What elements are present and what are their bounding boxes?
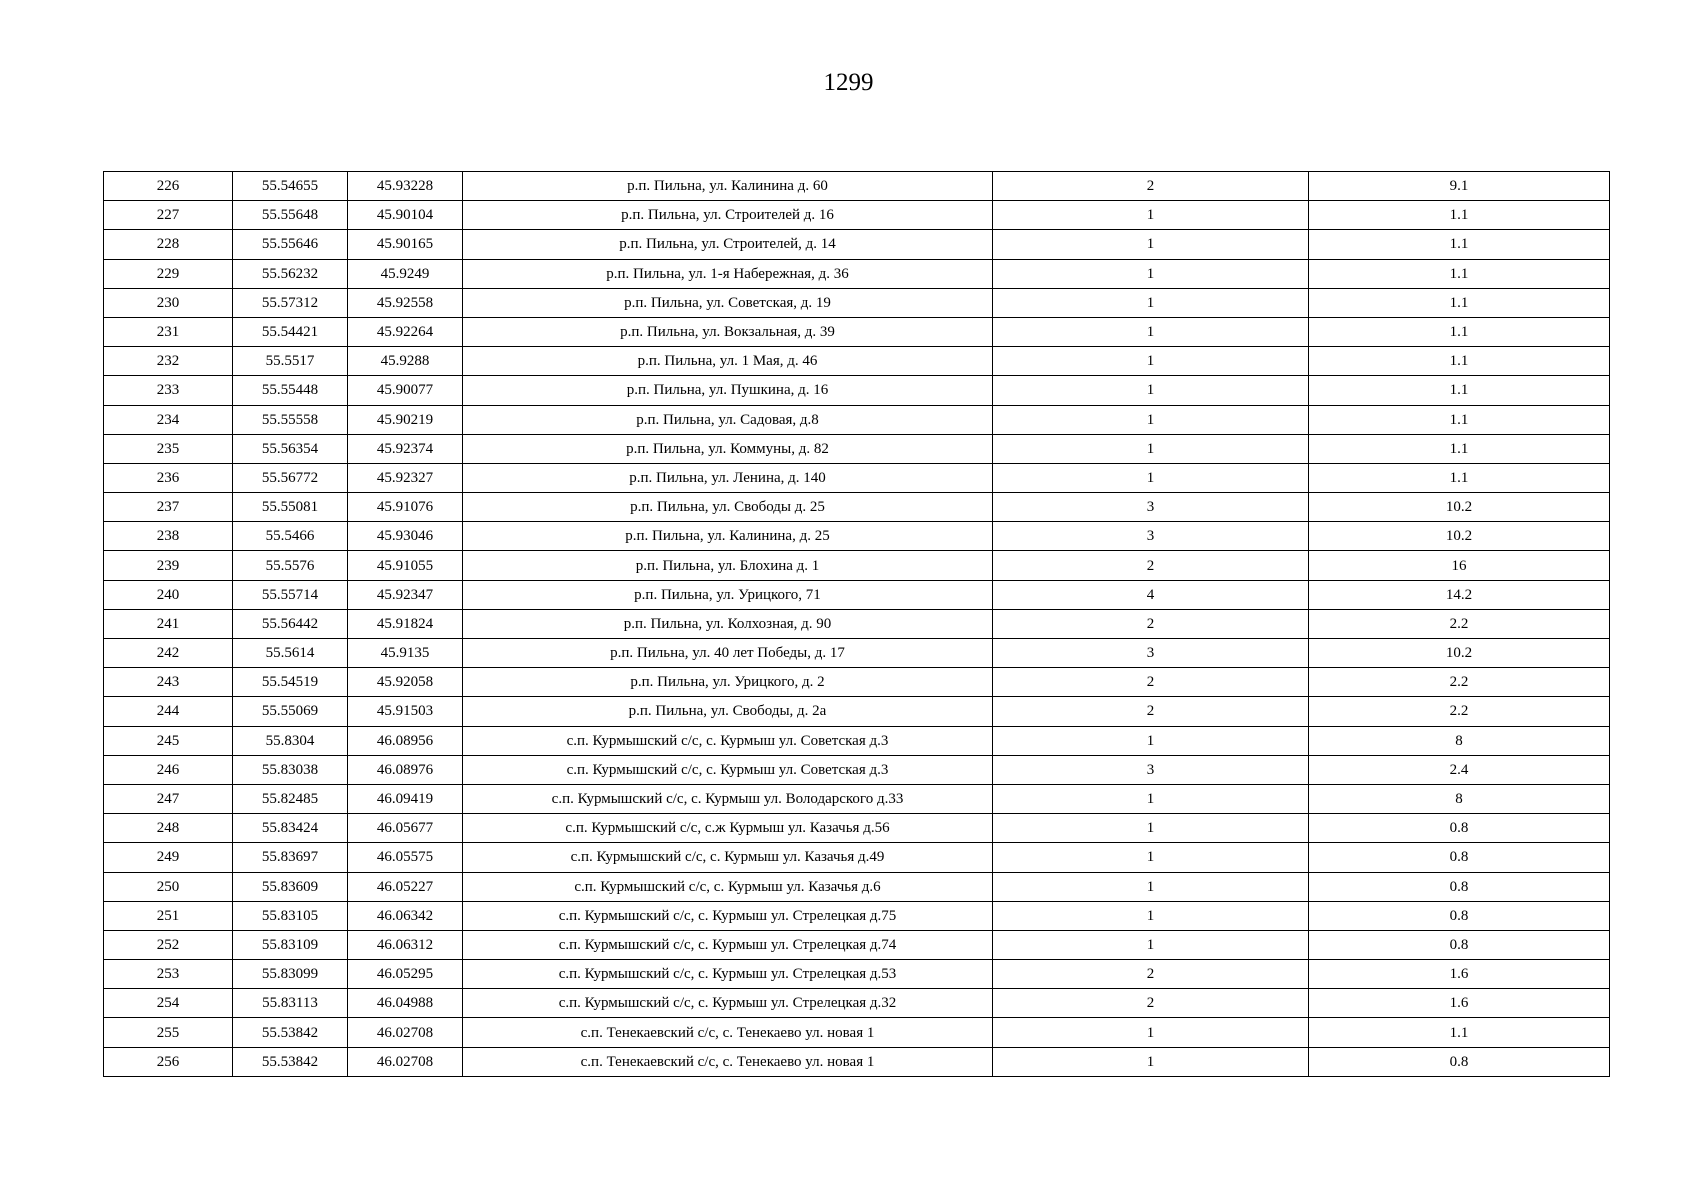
table-row xyxy=(104,434,1610,463)
row-number-cell: 231 xyxy=(104,317,233,346)
address-cell: р.п. Пильна, ул. Урицкого, 71 xyxy=(463,580,993,609)
row-number-cell: 253 xyxy=(104,960,233,989)
table-row xyxy=(104,376,1610,405)
table-row xyxy=(104,493,1610,522)
value-cell: 1.1 xyxy=(1309,288,1610,317)
count-cell: 2 xyxy=(993,989,1309,1018)
latitude-cell: 55.83113 xyxy=(233,989,348,1018)
count-cell: 3 xyxy=(993,755,1309,784)
row-number-cell: 244 xyxy=(104,697,233,726)
row-number-cell: 256 xyxy=(104,1047,233,1076)
table-row xyxy=(104,1047,1610,1076)
value-cell: 0.8 xyxy=(1309,814,1610,843)
table-row xyxy=(104,872,1610,901)
value-cell: 1.1 xyxy=(1309,463,1610,492)
row-number-cell: 246 xyxy=(104,755,233,784)
value-cell: 0.8 xyxy=(1309,901,1610,930)
row-number-cell: 241 xyxy=(104,609,233,638)
latitude-cell: 55.53842 xyxy=(233,1018,348,1047)
row-number-cell: 232 xyxy=(104,347,233,376)
longitude-cell: 45.92264 xyxy=(348,317,463,346)
address-cell: р.п. Пильна, ул. Калинина, д. 25 xyxy=(463,522,993,551)
count-cell: 2 xyxy=(993,551,1309,580)
latitude-cell: 55.83109 xyxy=(233,930,348,959)
row-number-cell: 234 xyxy=(104,405,233,434)
count-cell: 1 xyxy=(993,726,1309,755)
longitude-cell: 45.92374 xyxy=(348,434,463,463)
table-row xyxy=(104,639,1610,668)
count-cell: 1 xyxy=(993,843,1309,872)
table-row xyxy=(104,259,1610,288)
table-row xyxy=(104,172,1610,201)
address-cell: р.п. Пильна, ул. Колхозная, д. 90 xyxy=(463,609,993,638)
table-row xyxy=(104,347,1610,376)
table-row xyxy=(104,668,1610,697)
table-body xyxy=(104,172,1610,1077)
address-cell: р.п. Пильна, ул. Блохина д. 1 xyxy=(463,551,993,580)
latitude-cell: 55.56442 xyxy=(233,609,348,638)
row-number-cell: 237 xyxy=(104,493,233,522)
row-number-cell: 228 xyxy=(104,230,233,259)
latitude-cell: 55.55081 xyxy=(233,493,348,522)
table-row xyxy=(104,405,1610,434)
table-row xyxy=(104,609,1610,638)
value-cell: 1.6 xyxy=(1309,989,1610,1018)
row-number-cell: 236 xyxy=(104,463,233,492)
value-cell: 10.2 xyxy=(1309,639,1610,668)
address-cell: р.п. Пильна, ул. Вокзальная, д. 39 xyxy=(463,317,993,346)
count-cell: 1 xyxy=(993,1047,1309,1076)
table-row xyxy=(104,463,1610,492)
address-cell: с.п. Курмышский с/с, с. Курмыш ул. Стрелецкая д.74 xyxy=(463,930,993,959)
row-number-cell: 250 xyxy=(104,872,233,901)
table-row xyxy=(104,697,1610,726)
value-cell: 1.1 xyxy=(1309,405,1610,434)
count-cell: 1 xyxy=(993,901,1309,930)
count-cell: 1 xyxy=(993,405,1309,434)
latitude-cell: 55.83038 xyxy=(233,755,348,784)
count-cell: 1 xyxy=(993,376,1309,405)
longitude-cell: 45.9288 xyxy=(348,347,463,376)
count-cell: 1 xyxy=(993,930,1309,959)
address-cell: с.п. Тенекаевский с/с, с. Тенекаево ул. новая 1 xyxy=(463,1018,993,1047)
longitude-cell: 45.92558 xyxy=(348,288,463,317)
table-row xyxy=(104,317,1610,346)
address-cell: с.п. Курмышский с/с, с.ж Курмыш ул. Казачья д.56 xyxy=(463,814,993,843)
latitude-cell: 55.5614 xyxy=(233,639,348,668)
value-cell: 0.8 xyxy=(1309,1047,1610,1076)
longitude-cell: 46.08956 xyxy=(348,726,463,755)
row-number-cell: 230 xyxy=(104,288,233,317)
row-number-cell: 239 xyxy=(104,551,233,580)
longitude-cell: 46.06312 xyxy=(348,930,463,959)
value-cell: 14.2 xyxy=(1309,580,1610,609)
latitude-cell: 55.83105 xyxy=(233,901,348,930)
latitude-cell: 55.5466 xyxy=(233,522,348,551)
address-cell: р.п. Пильна, ул. Коммуны, д. 82 xyxy=(463,434,993,463)
value-cell: 1.1 xyxy=(1309,347,1610,376)
row-number-cell: 247 xyxy=(104,784,233,813)
count-cell: 3 xyxy=(993,639,1309,668)
latitude-cell: 55.5517 xyxy=(233,347,348,376)
address-cell: р.п. Пильна, ул. 40 лет Победы, д. 17 xyxy=(463,639,993,668)
table-row xyxy=(104,1018,1610,1047)
longitude-cell: 45.93046 xyxy=(348,522,463,551)
longitude-cell: 45.92058 xyxy=(348,668,463,697)
count-cell: 1 xyxy=(993,317,1309,346)
longitude-cell: 46.06342 xyxy=(348,901,463,930)
longitude-cell: 45.90165 xyxy=(348,230,463,259)
longitude-cell: 45.93228 xyxy=(348,172,463,201)
value-cell: 2.2 xyxy=(1309,609,1610,638)
row-number-cell: 235 xyxy=(104,434,233,463)
count-cell: 1 xyxy=(993,201,1309,230)
count-cell: 2 xyxy=(993,960,1309,989)
latitude-cell: 55.55714 xyxy=(233,580,348,609)
longitude-cell: 46.05677 xyxy=(348,814,463,843)
count-cell: 1 xyxy=(993,463,1309,492)
latitude-cell: 55.8304 xyxy=(233,726,348,755)
row-number-cell: 249 xyxy=(104,843,233,872)
longitude-cell: 45.92347 xyxy=(348,580,463,609)
longitude-cell: 46.08976 xyxy=(348,755,463,784)
row-number-cell: 245 xyxy=(104,726,233,755)
value-cell: 8 xyxy=(1309,784,1610,813)
latitude-cell: 55.83697 xyxy=(233,843,348,872)
table-row xyxy=(104,843,1610,872)
value-cell: 2.4 xyxy=(1309,755,1610,784)
address-cell: с.п. Курмышский с/с, с. Курмыш ул. Советская д.3 xyxy=(463,755,993,784)
count-cell: 1 xyxy=(993,784,1309,813)
count-cell: 1 xyxy=(993,347,1309,376)
address-cell: р.п. Пильна, ул. Свободы, д. 2а xyxy=(463,697,993,726)
latitude-cell: 55.82485 xyxy=(233,784,348,813)
latitude-cell: 55.57312 xyxy=(233,288,348,317)
latitude-cell: 55.54519 xyxy=(233,668,348,697)
latitude-cell: 55.56232 xyxy=(233,259,348,288)
row-number-cell: 238 xyxy=(104,522,233,551)
value-cell: 0.8 xyxy=(1309,930,1610,959)
table-row xyxy=(104,522,1610,551)
latitude-cell: 55.55558 xyxy=(233,405,348,434)
latitude-cell: 55.83099 xyxy=(233,960,348,989)
longitude-cell: 46.04988 xyxy=(348,989,463,1018)
latitude-cell: 55.54655 xyxy=(233,172,348,201)
row-number-cell: 254 xyxy=(104,989,233,1018)
longitude-cell: 46.02708 xyxy=(348,1018,463,1047)
row-number-cell: 243 xyxy=(104,668,233,697)
address-cell: с.п. Курмышский с/с, с. Курмыш ул. Стрелецкая д.75 xyxy=(463,901,993,930)
count-cell: 4 xyxy=(993,580,1309,609)
latitude-cell: 55.55648 xyxy=(233,201,348,230)
table-row xyxy=(104,784,1610,813)
value-cell: 1.1 xyxy=(1309,317,1610,346)
longitude-cell: 45.91503 xyxy=(348,697,463,726)
value-cell: 10.2 xyxy=(1309,522,1610,551)
value-cell: 2.2 xyxy=(1309,668,1610,697)
longitude-cell: 45.92327 xyxy=(348,463,463,492)
address-cell: р.п. Пильна, ул. 1 Мая, д. 46 xyxy=(463,347,993,376)
value-cell: 10.2 xyxy=(1309,493,1610,522)
latitude-cell: 55.83609 xyxy=(233,872,348,901)
count-cell: 3 xyxy=(993,493,1309,522)
count-cell: 1 xyxy=(993,1018,1309,1047)
latitude-cell: 55.56354 xyxy=(233,434,348,463)
table-row xyxy=(104,230,1610,259)
address-cell: р.п. Пильна, ул. Пушкина, д. 16 xyxy=(463,376,993,405)
longitude-cell: 45.90104 xyxy=(348,201,463,230)
table-row xyxy=(104,201,1610,230)
address-cell: с.п. Курмышский с/с, с. Курмыш ул. Казачья д.49 xyxy=(463,843,993,872)
latitude-cell: 55.54421 xyxy=(233,317,348,346)
row-number-cell: 242 xyxy=(104,639,233,668)
table-row xyxy=(104,288,1610,317)
row-number-cell: 240 xyxy=(104,580,233,609)
table-row xyxy=(104,930,1610,959)
latitude-cell: 55.56772 xyxy=(233,463,348,492)
value-cell: 1.1 xyxy=(1309,1018,1610,1047)
longitude-cell: 45.91824 xyxy=(348,609,463,638)
count-cell: 1 xyxy=(993,288,1309,317)
count-cell: 1 xyxy=(993,814,1309,843)
count-cell: 2 xyxy=(993,172,1309,201)
count-cell: 1 xyxy=(993,230,1309,259)
latitude-cell: 55.5576 xyxy=(233,551,348,580)
table-row xyxy=(104,989,1610,1018)
longitude-cell: 45.91076 xyxy=(348,493,463,522)
row-number-cell: 226 xyxy=(104,172,233,201)
address-cell: с.п. Курмышский с/с, с. Курмыш ул. Казачья д.6 xyxy=(463,872,993,901)
table-row xyxy=(104,814,1610,843)
value-cell: 0.8 xyxy=(1309,872,1610,901)
address-cell: с.п. Курмышский с/с, с. Курмыш ул. Советская д.3 xyxy=(463,726,993,755)
table-row xyxy=(104,901,1610,930)
address-cell: с.п. Курмышский с/с, с. Курмыш ул. Стрелецкая д.32 xyxy=(463,989,993,1018)
longitude-cell: 46.09419 xyxy=(348,784,463,813)
address-cell: р.п. Пильна, ул. Садовая, д.8 xyxy=(463,405,993,434)
count-cell: 2 xyxy=(993,668,1309,697)
count-cell: 1 xyxy=(993,434,1309,463)
address-cell: с.п. Тенекаевский с/с, с. Тенекаево ул. новая 1 xyxy=(463,1047,993,1076)
table-row xyxy=(104,580,1610,609)
row-number-cell: 255 xyxy=(104,1018,233,1047)
value-cell: 1.1 xyxy=(1309,259,1610,288)
value-cell: 9.1 xyxy=(1309,172,1610,201)
table-row xyxy=(104,726,1610,755)
page-number: 1299 xyxy=(823,69,874,96)
row-number-cell: 229 xyxy=(104,259,233,288)
latitude-cell: 55.55448 xyxy=(233,376,348,405)
longitude-cell: 45.90077 xyxy=(348,376,463,405)
longitude-cell: 46.05575 xyxy=(348,843,463,872)
address-cell: с.п. Курмышский с/с, с. Курмыш ул. Стрелецкая д.53 xyxy=(463,960,993,989)
count-cell: 1 xyxy=(993,259,1309,288)
address-cell: р.п. Пильна, ул. Строителей д. 16 xyxy=(463,201,993,230)
address-cell: р.п. Пильна, ул. Калинина д. 60 xyxy=(463,172,993,201)
table-row xyxy=(104,551,1610,580)
data-table xyxy=(103,171,1610,1077)
latitude-cell: 55.55069 xyxy=(233,697,348,726)
value-cell: 2.2 xyxy=(1309,697,1610,726)
address-cell: р.п. Пильна, ул. 1-я Набережная, д. 36 xyxy=(463,259,993,288)
longitude-cell: 46.05295 xyxy=(348,960,463,989)
value-cell: 0.8 xyxy=(1309,843,1610,872)
latitude-cell: 55.83424 xyxy=(233,814,348,843)
address-cell: р.п. Пильна, ул. Советская, д. 19 xyxy=(463,288,993,317)
longitude-cell: 45.91055 xyxy=(348,551,463,580)
longitude-cell: 46.05227 xyxy=(348,872,463,901)
row-number-cell: 227 xyxy=(104,201,233,230)
value-cell: 16 xyxy=(1309,551,1610,580)
row-number-cell: 233 xyxy=(104,376,233,405)
value-cell: 8 xyxy=(1309,726,1610,755)
value-cell: 1.1 xyxy=(1309,434,1610,463)
count-cell: 2 xyxy=(993,697,1309,726)
value-cell: 1.1 xyxy=(1309,230,1610,259)
longitude-cell: 45.9249 xyxy=(348,259,463,288)
longitude-cell: 46.02708 xyxy=(348,1047,463,1076)
address-cell: р.п. Пильна, ул. Строителей, д. 14 xyxy=(463,230,993,259)
address-cell: р.п. Пильна, ул. Свободы д. 25 xyxy=(463,493,993,522)
latitude-cell: 55.55646 xyxy=(233,230,348,259)
longitude-cell: 45.90219 xyxy=(348,405,463,434)
row-number-cell: 251 xyxy=(104,901,233,930)
address-cell: р.п. Пильна, ул. Урицкого, д. 2 xyxy=(463,668,993,697)
value-cell: 1.1 xyxy=(1309,376,1610,405)
count-cell: 1 xyxy=(993,872,1309,901)
table-row xyxy=(104,960,1610,989)
address-cell: р.п. Пильна, ул. Ленина, д. 140 xyxy=(463,463,993,492)
value-cell: 1.1 xyxy=(1309,201,1610,230)
count-cell: 3 xyxy=(993,522,1309,551)
latitude-cell: 55.53842 xyxy=(233,1047,348,1076)
row-number-cell: 248 xyxy=(104,814,233,843)
address-cell: с.п. Курмышский с/с, с. Курмыш ул. Володарского д.33 xyxy=(463,784,993,813)
table-row xyxy=(104,755,1610,784)
count-cell: 2 xyxy=(993,609,1309,638)
row-number-cell: 252 xyxy=(104,930,233,959)
value-cell: 1.6 xyxy=(1309,960,1610,989)
longitude-cell: 45.9135 xyxy=(348,639,463,668)
